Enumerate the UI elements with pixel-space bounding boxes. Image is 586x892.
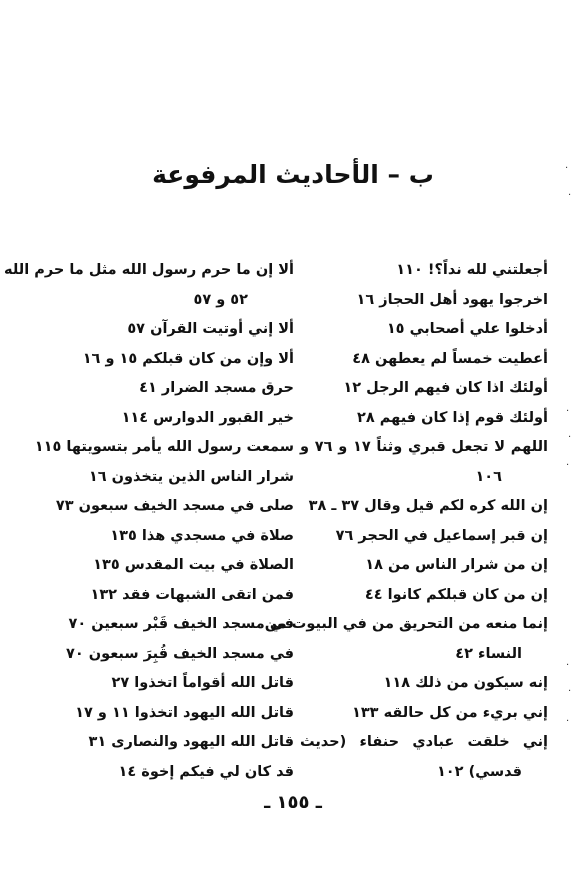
section-title: ب – الأحاديث المرفوعة <box>152 160 434 189</box>
index-entry: شرار الناس الذين يتخذون ١٦ <box>88 468 294 485</box>
index-entry: إن من شرار الناس من ١٨ <box>365 557 548 573</box>
scan-speck-mark: · <box>565 163 569 174</box>
scan-speck-mark: · <box>568 686 572 697</box>
index-entry: اخرجوا يهود أهل الحجاز ١٦ <box>356 291 548 308</box>
index-entry-continuation: النساء ٤٢ <box>455 645 522 662</box>
scan-speck-mark: · <box>566 406 570 417</box>
index-entry: صلى في مسجد الخيف سبعون ٧٣ <box>55 498 294 514</box>
scan-speck-mark: · <box>566 716 570 727</box>
index-entry: أجعلتني لله نداً؟! ١١٠ <box>396 262 548 278</box>
index-entry: اللهم لا تجعل قبري وثناً ١٧ و ٧٦ و <box>300 439 549 455</box>
index-entry: إن الله كره لكم قيل وقال ٣٧ ـ ٣٨ <box>308 498 548 514</box>
scan-speck-mark: · <box>568 432 572 443</box>
index-column-left <box>4 256 294 787</box>
index-entry: ألا إن ما حرم رسول الله مثل ما حرم الله <box>4 262 294 278</box>
index-entry: في مسجد الخيف قُبِرَ سبعون ٧٠ <box>66 645 294 662</box>
index-entry: إن من كان قبلكم كانوا ٤٤ <box>364 586 548 603</box>
index-entry: إن قبر إسماعيل في الحجر ٧٦ <box>335 527 548 544</box>
index-entry-continuation: ٥٢ و ٥٧ <box>193 291 248 308</box>
index-entry: قاتل الله أقواماً اتخذوا ٢٧ <box>111 675 294 691</box>
index-entry: أدخلوا علي أصحابي ١٥ <box>386 321 548 337</box>
index-entry: أولئك اذا كان فيهم الرجل ١٢ <box>343 380 548 396</box>
index-entry: حرق مسجد الضرار ٤١ <box>139 380 294 396</box>
index-entry-continuation: قدسي) ١٠٢ <box>436 763 522 780</box>
index-entry: فمن اتقى الشبهات فقد ١٣٢ <box>90 586 294 603</box>
index-entry: قد كان لي فيكم إخوة ١٤ <box>118 763 294 780</box>
index-entry: ألا وإن من كان قبلكم ١٥ و ١٦ <box>82 350 294 367</box>
scan-speck-mark: · <box>568 190 572 201</box>
scan-speck-mark: · <box>566 660 570 671</box>
index-entry: قاتل الله اليهود اتخذوا ١١ و ١٧ <box>75 704 294 721</box>
index-entry: إني بريء من كل حالقه ١٣٣ <box>351 704 548 721</box>
index-entry: أعطيت خمساً لم يعطهن ٤٨ <box>352 350 548 367</box>
index-entry: قاتل الله اليهود والنصارى ٣١ <box>88 734 294 750</box>
index-entry: إنما منعه من التحريق من في البيوت من <box>264 616 548 632</box>
index-entry: أولئك قوم إذا كان فيهم ٢٨ <box>357 409 548 426</box>
page-number: ـ ١٥٥ ـ <box>264 792 322 813</box>
index-entry: سمعت رسول الله يأمر بتسويتها ١١٥ <box>34 439 294 455</box>
index-entry: إني خلقت عبادي حنفاء (حديث <box>300 734 548 750</box>
index-entry: ألا إني أوتيت القرآن ٥٧ <box>127 321 294 337</box>
index-entry: الصلاة في بيت المقدس ١٣٥ <box>93 557 294 573</box>
index-entry: إنه سيكون من ذلك ١١٨ <box>383 675 548 691</box>
index-entry: في مسجد الخيف قَبْر سبعين ٧٠ <box>68 616 294 632</box>
index-column-right <box>264 256 549 787</box>
index-entry: خير القبور الدوارس ١١٤ <box>121 409 294 426</box>
index-entry-continuation: ١٠٦ <box>475 468 502 485</box>
index-entry: صلاة في مسجدي هذا ١٣٥ <box>110 527 294 544</box>
scan-speck-mark: · <box>566 460 570 471</box>
